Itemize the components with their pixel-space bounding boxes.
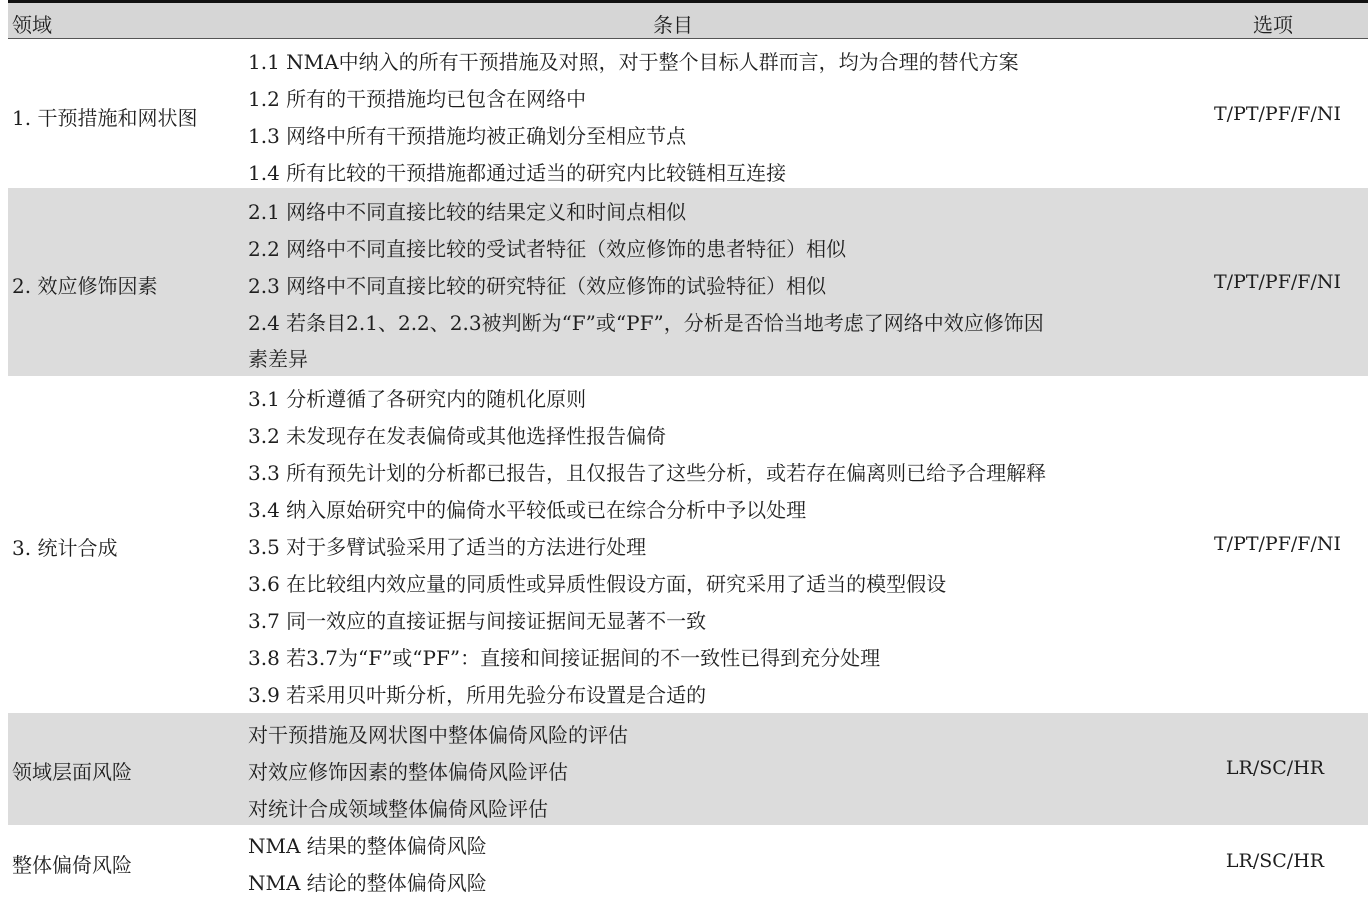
criterion-item: 1.3 网络中所有干预措施均被正确划分至相应节点 xyxy=(248,124,687,148)
criterion-item: NMA 结果的整体偏倚风险 xyxy=(248,834,487,858)
criterion-item: 2.1 网络中不同直接比较的结果定义和时间点相似 xyxy=(248,200,687,224)
criterion-item: 对干预措施及网状图中整体偏倚风险的评估 xyxy=(248,723,628,747)
option-label: LR/SC/HR xyxy=(1225,757,1325,779)
header-domain: 领域 xyxy=(12,13,52,37)
domain-label: 2. 效应修饰因素 xyxy=(12,274,158,298)
table-group xyxy=(8,39,1368,188)
option-label: T/PT/PF/F/NI xyxy=(1214,533,1342,555)
domain-label: 3. 统计合成 xyxy=(12,536,118,560)
header-items: 条目 xyxy=(653,13,693,37)
criterion-item: 3.8 若3.7为“F”或“PF”：直接和间接证据间的不一致性已得到充分处理 xyxy=(248,646,881,670)
criterion-item: NMA 结论的整体偏倚风险 xyxy=(248,871,487,895)
criterion-item: 2.4 若条目2.1、2.2、2.3被判断为“F”或“PF”，分析是否恰当地考虑了网络中效应修饰因 xyxy=(248,311,1044,335)
criterion-item: 3.1 分析遵循了各研究内的随机化原则 xyxy=(248,387,587,411)
table-group xyxy=(8,825,1368,897)
criterion-item: 1.4 所有比较的干预措施都通过适当的研究内比较链相互连接 xyxy=(248,161,787,185)
table-header xyxy=(8,0,1368,39)
criterion-item: 3.2 未发现存在发表偏倚或其他选择性报告偏倚 xyxy=(248,424,667,448)
header-options: 选项 xyxy=(1253,13,1293,37)
option-label: T/PT/PF/F/NI xyxy=(1214,103,1342,125)
option-label: LR/SC/HR xyxy=(1225,850,1325,872)
criterion-item: 3.5 对于多臂试验采用了适当的方法进行处理 xyxy=(248,535,647,559)
criterion-item: 2.2 网络中不同直接比较的受试者特征（效应修饰的患者特征）相似 xyxy=(248,237,847,261)
table-group xyxy=(8,713,1368,825)
table-group xyxy=(8,188,1368,376)
criterion-item: 3.4 纳入原始研究中的偏倚水平较低或已在综合分析中予以处理 xyxy=(248,498,807,522)
domain-label: 整体偏倚风险 xyxy=(12,853,132,877)
criterion-item: 3.7 同一效应的直接证据与间接证据间无显著不一致 xyxy=(248,609,707,633)
table-group xyxy=(8,376,1368,713)
criterion-item: 3.9 若采用贝叶斯分析，所用先验分布设置是合适的 xyxy=(248,683,707,707)
criterion-item: 素差异 xyxy=(248,347,308,371)
criterion-item: 对统计合成领域整体偏倚风险评估 xyxy=(248,797,548,821)
criterion-item: 2.3 网络中不同直接比较的研究特征（效应修饰的试验特征）相似 xyxy=(248,274,827,298)
criterion-item: 3.6 在比较组内效应量的同质性或异质性假设方面，研究采用了适当的模型假设 xyxy=(248,572,947,596)
criterion-item: 1.2 所有的干预措施均已包含在网络中 xyxy=(248,87,587,111)
domain-label: 领域层面风险 xyxy=(12,760,132,784)
domain-label: 1. 干预措施和网状图 xyxy=(12,106,198,130)
option-label: T/PT/PF/F/NI xyxy=(1214,271,1342,293)
criterion-item: 对效应修饰因素的整体偏倚风险评估 xyxy=(248,760,568,784)
criterion-item: 3.3 所有预先计划的分析都已报告，且仅报告了这些分析，或若存在偏离则已给予合理解释 xyxy=(248,461,1047,485)
criterion-item: 1.1 NMA中纳入的所有干预措施及对照，对于整个目标人群而言，均为合理的替代方案 xyxy=(248,50,1019,74)
